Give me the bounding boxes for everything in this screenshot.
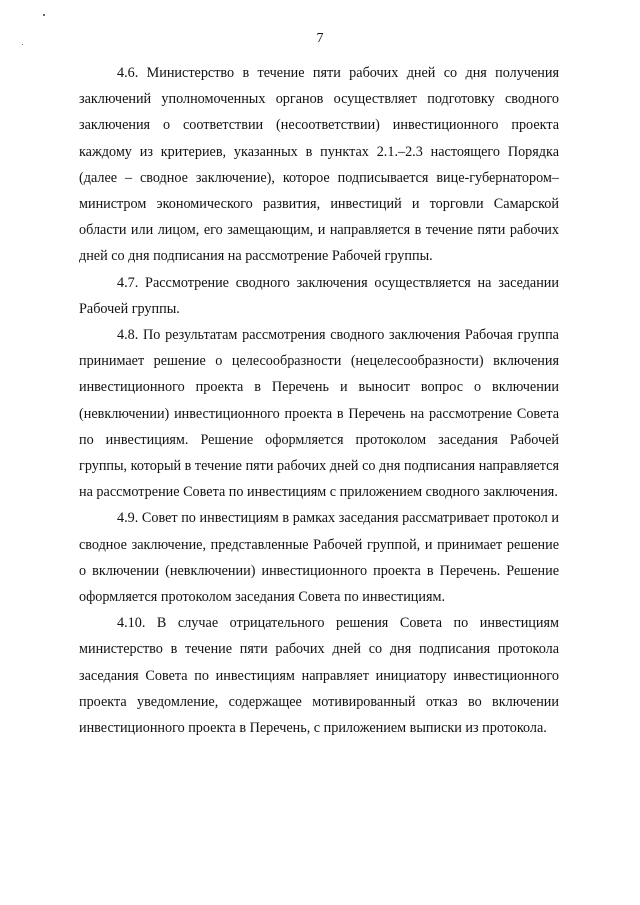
document-body — [79, 60, 559, 741]
paragraph-4-6: 4.6. Министерство в течение пяти рабочих дней со дня получения заключений уполномоченных органов осуществляет подготовку сводного заключения о соответствии (несоответствии) инвестиционного проекта каждому из критериев, указанных в пунктах 2.1.–2.3 настоящего Порядка (далее – сводное заключение), которое подписывается вице-губернатором–министром экономического развития, инвестиций и торговли Самарской области или лицом, его замещающим, и направляется в течение пяти рабочих дней со дня подписания на рассмотрение Рабочей группы. — [79, 65, 559, 265]
scan-speck — [43, 14, 45, 16]
paragraph-4-7: 4.7. Рассмотрение сводного заключения осуществляется на заседании Рабочей группы. — [79, 274, 559, 317]
paragraph-4-8: 4.8. По результатам рассмотрения сводного заключения Рабочая группа принимает решение о целесообразности (нецелесообразности) включения инвестиционного проекта в Перечень и выносит вопрос о включении (невключении) инвестиционного проекта в Перечень на рассмотрение Совета по инвестициям. Решение оформляется протоколом заседания Рабочей группы, который в течение пяти рабочих дней со дня подписания направляется на рассмотрение Совета по инвестициям с приложением сводного заключения. — [79, 327, 559, 501]
page-number: 7 — [316, 31, 324, 46]
paragraph-4-9: 4.9. Совет по инвестициям в рамках заседания рассматривает протокол и сводное заключение, представленные Рабочей группой, и принимает решение о включении (невключении) инвестиционного проекта в Перечень. Решение оформляется протоколом заседания Совета по инвестициям. — [79, 510, 559, 606]
paragraph-4-10: 4.10. В случае отрицательного решения Совета по инвестициям министерство в течение пяти рабочих дней со дня подписания протокола заседания Совета по инвестициям направляет инициатору инвестиционного проекта уведомление, содержащее мотивированный отказ во включении инвестиционного проекта в Перечень, с приложением выписки из протокола. — [79, 615, 559, 737]
